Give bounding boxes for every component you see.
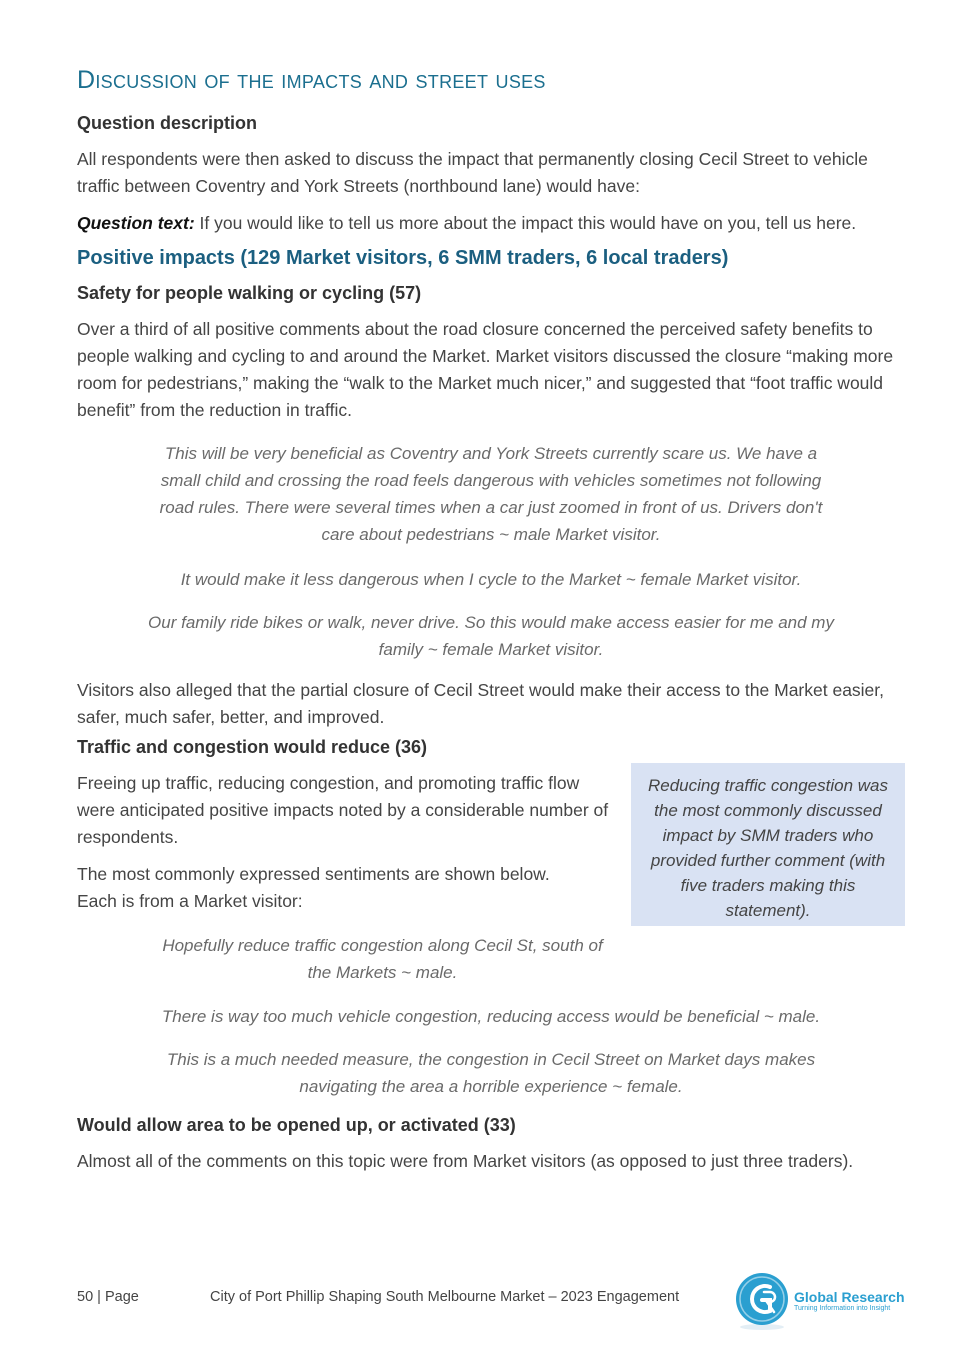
safety-quote-2: It would make it less dangerous when I cycle to the Market ~ female Market visitor.	[180, 570, 802, 589]
traffic-quote-1: Hopefully reduce traffic congestion along Cecil St, south of the Markets ~ male.	[162, 936, 603, 982]
question-text: If you would like to tell us more about the impact this would have on you, tell us here.	[194, 213, 857, 233]
positive-impacts-heading: Positive impacts (129 Market visitors, 6 SMM traders, 6 local traders)	[77, 247, 729, 269]
intro-paragraph: All respondents were then asked to discuss the impact that permanently closing Cecil Street to vehicle traffic between Coventry and York Streets (northbound lane) would have:	[77, 149, 868, 196]
logo-tagline: Turning Information into Insight	[794, 1305, 891, 1312]
global-research-logo	[734, 1272, 909, 1332]
footer-page-number: 50 | Page	[77, 1289, 139, 1305]
trader-callout-box: Reducing traffic congestion was the most commonly discussed impact by SMM traders who provided further comment (with five traders making this statement).	[631, 763, 905, 926]
traffic-heading: Traffic and congestion would reduce (36)	[77, 737, 428, 757]
traffic-body-1: Freeing up traffic, reducing congestion, and promoting traffic flow were anticipated positive impacts noted by a considerable number of respondents.	[77, 773, 609, 847]
safety-quote-3: Our family ride bikes or walk, never drive. So this would make access easier for me and my family ~ female Market visitor.	[148, 613, 834, 659]
question-text-label: Question text:	[77, 213, 195, 233]
safety-quote-1: This will be very beneficial as Coventry and York Streets currently scare us. We have a small child and crossing the road feels dangerous with vehicles sometimes not following road rules. There were several times when a car just zoomed in front of us. Drivers don't care about pedestrians ~ male Market visitor.	[159, 444, 823, 544]
safety-followup: Visitors also alleged that the partial closure of Cecil Street would make their access to the Market easier, safer, much safer, better, and improved.	[77, 680, 885, 727]
global-research-logo-icon	[734, 1272, 790, 1332]
question-text-paragraph	[77, 210, 907, 237]
logo-name: Global Research	[794, 1289, 905, 1305]
page-heading: Discussion of the impacts and street uses	[77, 66, 546, 94]
safety-body: Over a third of all positive comments about the road closure concerned the perceived safety benefits to people walking and cycling to and around the Market. Market visitors discussed the closure “making more room for pedestrians,” making the “walk to the Market much nicer,” and suggested that “foot traffic would benefit” from the reduction in traffic.	[77, 319, 894, 420]
traffic-body-2: The most commonly expressed sentiments are shown below. Each is from a Market visitor:	[77, 864, 550, 911]
traffic-quote-2: There is way too much vehicle congestion, reducing access would be beneficial ~ male.	[161, 1007, 821, 1026]
footer-document-title: City of Port Phillip Shaping South Melbourne Market – 2023 Engagement	[210, 1289, 680, 1305]
traffic-quote-3: This is a much needed measure, the congestion in Cecil Street on Market days makes navigating the area a horrible experience ~ female.	[166, 1050, 816, 1096]
safety-heading: Safety for people walking or cycling (57)	[77, 283, 422, 303]
question-description-label: Question description	[77, 113, 258, 133]
activation-heading: Would allow area to be opened up, or activated (33)	[77, 1115, 516, 1135]
activation-body: Almost all of the comments on this topic were from Market visitors (as opposed to just three traders).	[77, 1151, 854, 1171]
